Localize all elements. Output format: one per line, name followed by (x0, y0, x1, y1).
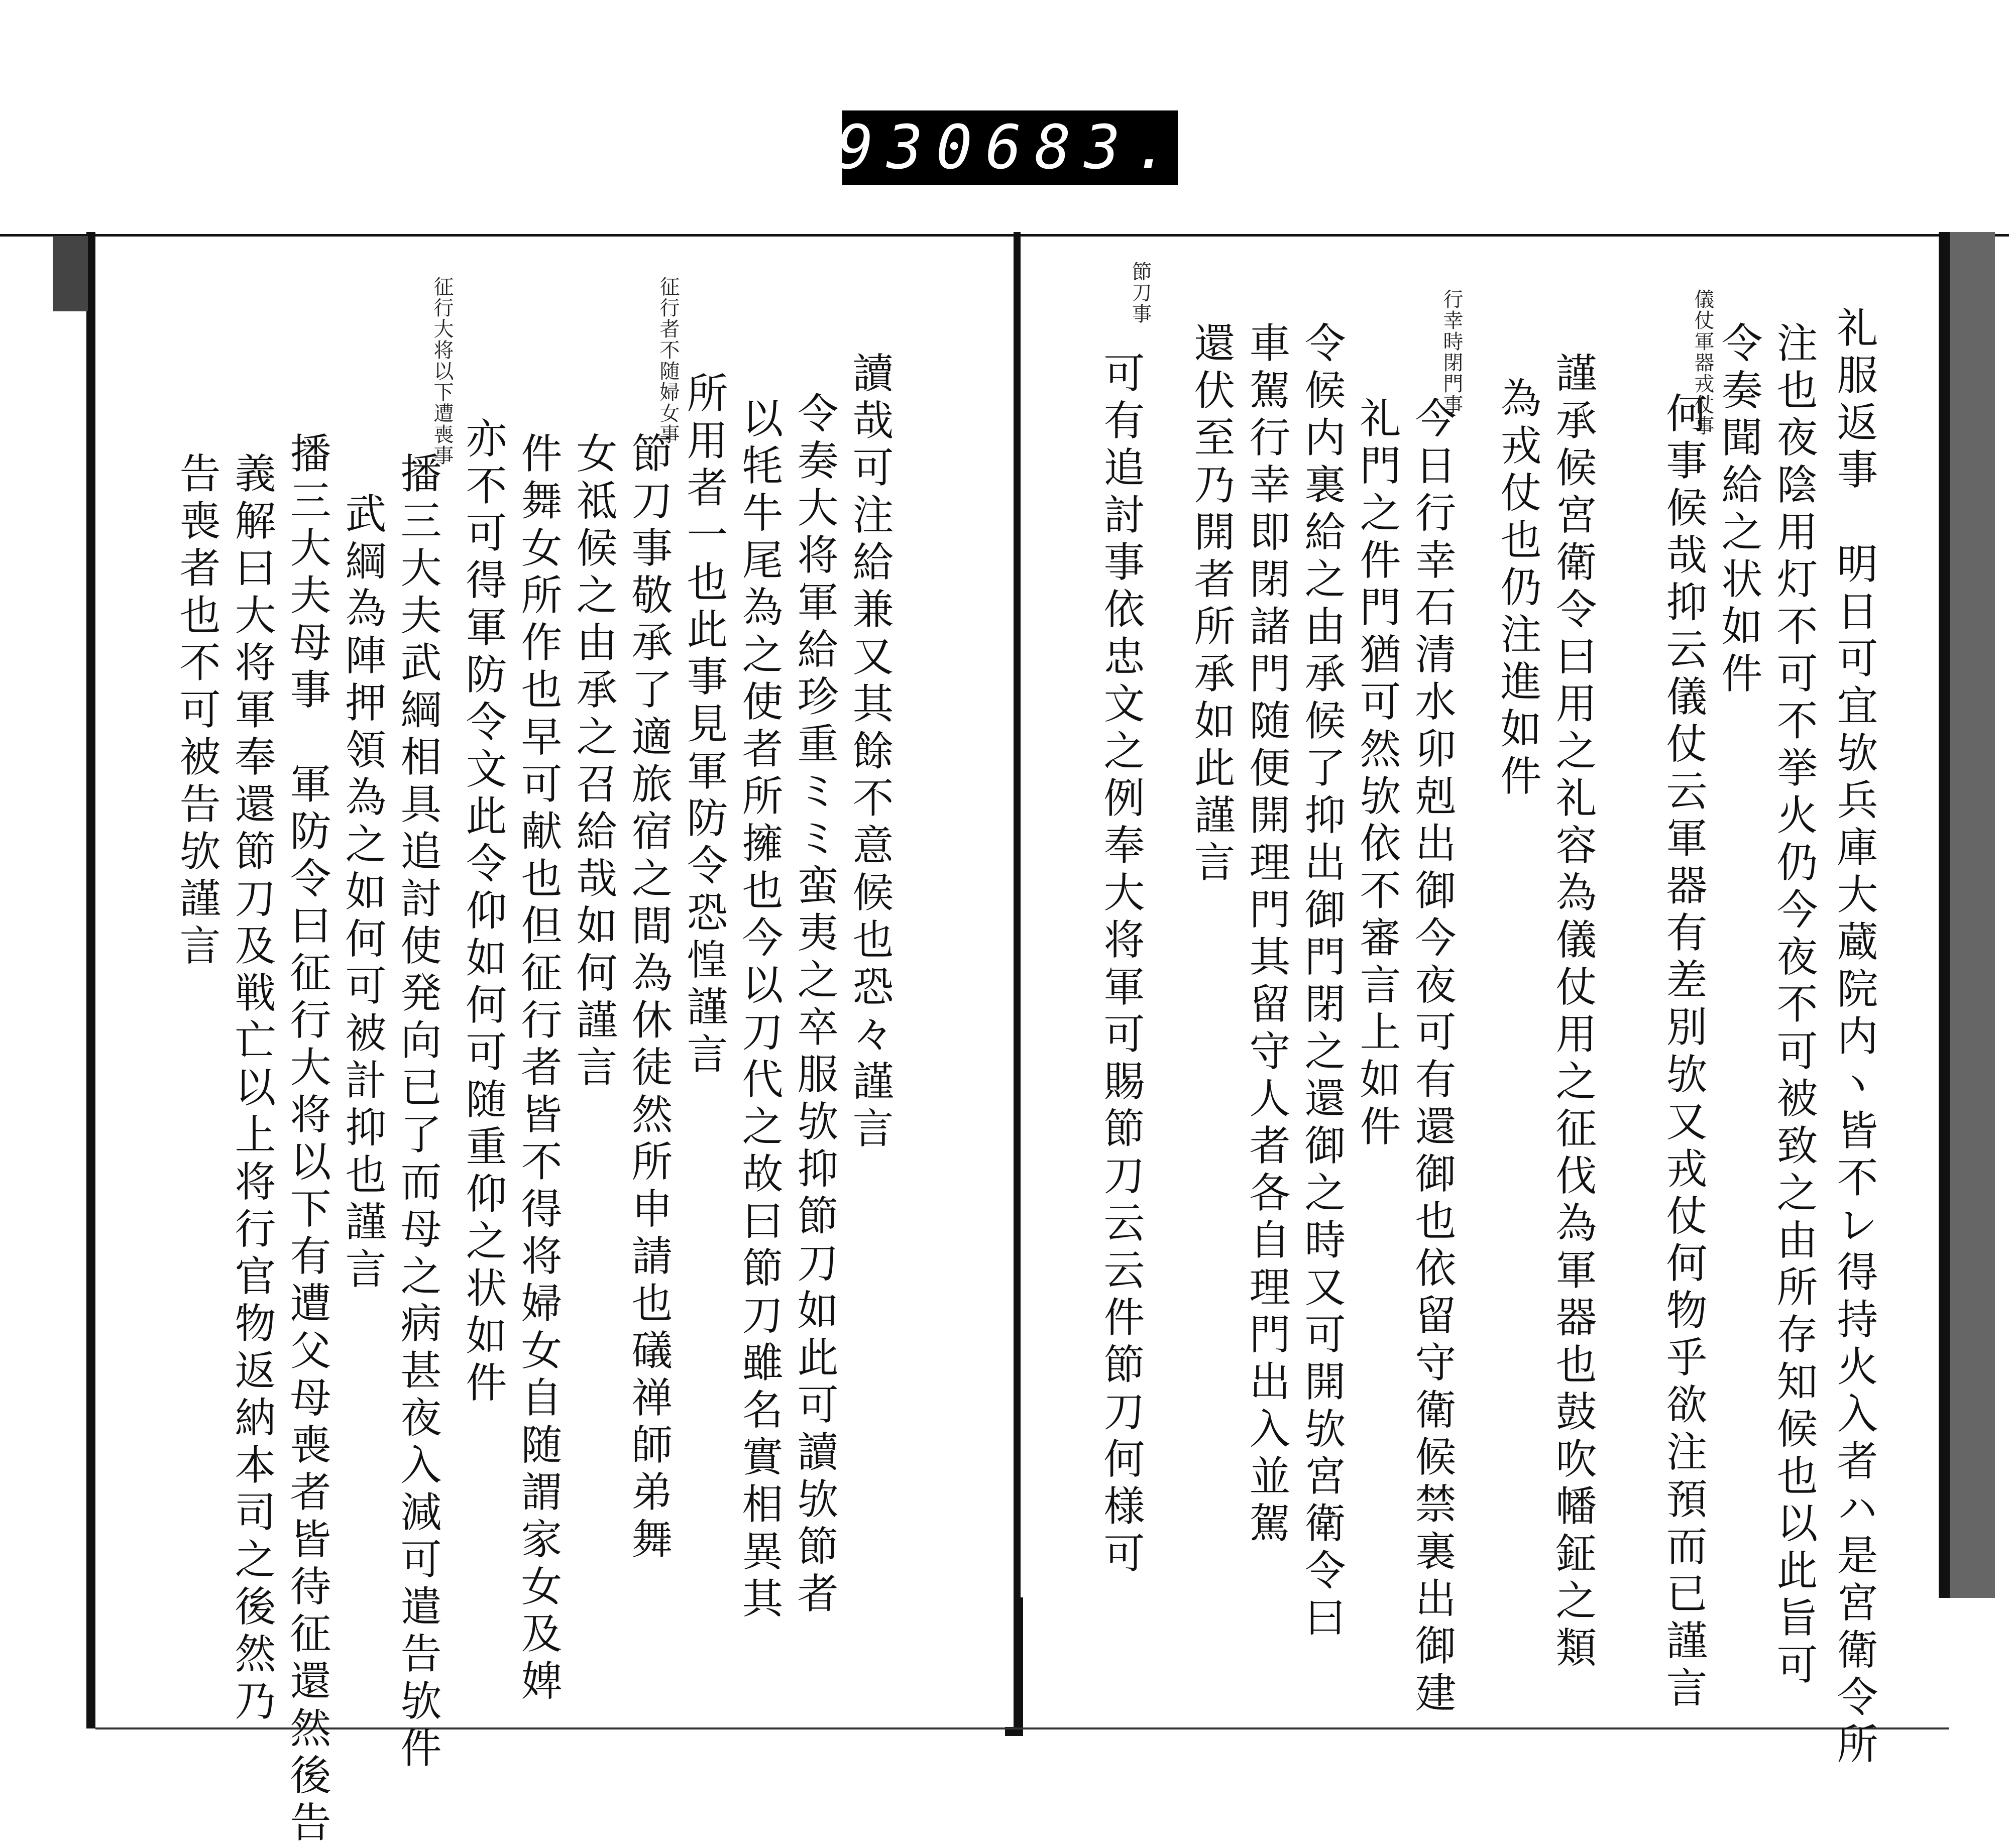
left-column-5-note: 征行者不随婦女事 (656, 276, 680, 445)
right-column-4-note: 儀仗軍器戎仗事 (1691, 289, 1714, 436)
left-column-3: 以牦牛尾為之使者所擁也今以刀代之故曰節刀雖名實相異其 (735, 397, 783, 1624)
left-column-4: 所用者一也此事見軍防令恐惶謹言 (680, 372, 728, 1080)
left-column-9: 播三大夫武綱相具追討使発向已了而母之病甚夜入減可遣告欤件 (394, 452, 441, 1774)
left-column-9-note: 征行大将以下遭喪事 (430, 276, 454, 466)
left-column-2: 令奏大将軍給珍重ミミ蛮夷之卒服欤抑節刀如此可讀欤節者 (791, 392, 838, 1619)
label-right-number: 683. (985, 112, 1183, 183)
left-column-8: 亦不可得軍防令文此令仰如何可随重仰之状如件 (459, 417, 507, 1408)
right-column-5: 謹承候宮衛令曰用之礼容為儀仗用之征伐為軍器也鼓吹幡鉦之類 (1549, 352, 1597, 1673)
left-column-6: 女祗候之由承之召給哉如何謹言 (570, 432, 617, 1093)
right-column-3: 令奏聞給之状如件 (1715, 321, 1762, 699)
right-column-10: 車駕行幸即閉諸門随便開理門其留守人者各自理門出入並駕 (1243, 321, 1290, 1549)
left-column-12: 義解曰大将軍奉還節刀及戦亡以上将行官物返納本司之後然乃 (228, 452, 276, 1726)
right-column-8: 礼門之件門猶可然欤依不審言上如件 (1353, 397, 1401, 1152)
left-binding-shadow (53, 236, 88, 311)
right-column-1: 礼服返事 明日可宜欤兵庫大蔵院内ヽ皆不レ得持火入者ハ是宮衛令所 (1830, 306, 1878, 1770)
right-column-7-note: 行幸時閉門事 (1440, 289, 1463, 415)
right-binding-shadow (1950, 232, 1995, 1598)
bottom-edge-line (95, 1727, 1949, 1729)
left-cover-edge (86, 232, 95, 1728)
center-spine (1014, 232, 1021, 1736)
left-column-1: 讀哉可注給兼又其餘不意候也恐々謹言 (846, 352, 894, 1154)
right-column-9: 令候内裏給之由承候了抑出御門閉之還御之時又可開欤宮衛令曰 (1298, 321, 1346, 1643)
right-column-11: 還伏至乃開者所承如此謹言 (1187, 321, 1235, 888)
right-column-12: 可有追討事依忠文之例奉大将軍可賜節刀云云件節刀何様可 (1097, 352, 1145, 1579)
label-left-number: 930 (837, 112, 985, 183)
left-column-13: 告喪者也不可被告欤謹言 (173, 452, 220, 971)
left-column-11: 播三大夫母事 軍防令曰征行大将以下有遭父母喪者皆待征還然後告 (283, 432, 331, 1848)
right-cover-edge (1939, 232, 1950, 1598)
right-column-6: 為戎仗也仍注進如件 (1494, 377, 1541, 801)
left-column-5: 節刀事敬承了適旅宿之間為休徒然所申請也礒禅師弟舞 (625, 432, 673, 1565)
right-column-7: 今日行幸石清水卯剋出御今夜可有還御也依留守衛候禁裏出御建 (1408, 397, 1456, 1718)
right-column-2: 注也夜陰用灯不可不挙火仍今夜不可被致之由所存知候也以此旨可 (1770, 321, 1818, 1690)
left-column-10: 武綱為陣押領為之如何可被計抑也謹言 (339, 492, 386, 1295)
right-column-12-note: 節刀事 (1129, 261, 1152, 324)
right-column-4: 何事候哉抑云儀仗云軍器有差別欤又戎仗何物乎欲注預而已謹言 (1659, 392, 1707, 1713)
volume-number-label (837, 110, 1183, 185)
left-column-7: 件舞女所作也早可献也但征行者皆不得将婦女自随謂家女及婢 (514, 432, 562, 1706)
